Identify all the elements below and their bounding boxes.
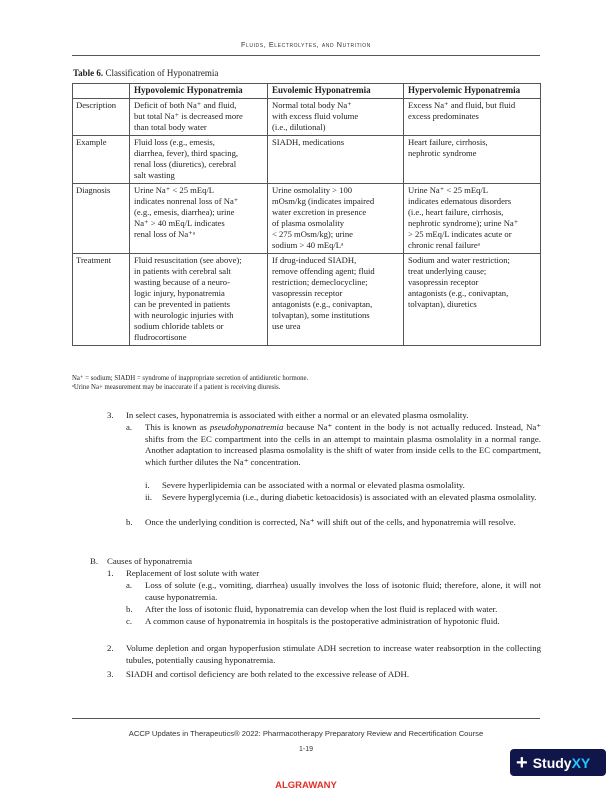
page-number: 1-19: [298, 746, 313, 753]
cell-line: sodium > 40 mEq/Lᵃ: [272, 240, 344, 250]
running-header: Fluids, Electrolytes, and Nutrition: [240, 40, 371, 49]
table-caption: Classification of Hyponatremia: [103, 68, 219, 78]
cell-line: nephrotic syndrome); urine Na⁺: [408, 218, 519, 228]
cell-line: remove offending agent; fluid: [272, 266, 375, 276]
watermark: ALGRAWANY: [275, 780, 337, 791]
cell-line: water excretion in presence: [272, 207, 367, 217]
cell-line: tolvaptan), diuretics: [408, 299, 477, 309]
column-header: Hypovolemic Hyponatremia: [130, 84, 268, 99]
outline-item-3a: [145, 422, 541, 468]
cell-line: but total Na⁺ is decreased more: [134, 111, 243, 121]
cell-line: than total body water: [134, 122, 207, 132]
cell-line: diarrhea, fever), third spacing,: [134, 148, 239, 158]
table-cell: [130, 184, 268, 254]
cell-line: Deficit of both Na⁺ and fluid,: [134, 100, 237, 110]
cell-line: (e.g., emesis, diarrhea); urine: [134, 207, 235, 217]
cell-line: renal loss (diuretics), cerebral: [134, 159, 237, 169]
outline-b-3: SIADH and cortisol deficiency are both related to the excessive release of ADH.: [126, 669, 410, 679]
table-label: Table 6.: [73, 68, 104, 78]
list-number: 2.: [107, 643, 114, 653]
text-run: because Na⁺ content in the body is not actually reduced. Instead, Na⁺ shifts from the EC compartment into the cells in an attempt to maintain plasma osmolality in a normal range. Another adaptation to increased plasma osmolality is the shift of water from inside cells to the EC compartment, which further dilutes the Na⁺ concentration.: [145, 422, 541, 467]
brand-accent: XY: [571, 754, 591, 771]
brand-logo: [533, 755, 591, 771]
footnote: ᵃUrine Na+ measurement may be inaccurate if a patient is receiving diuresis.: [72, 383, 281, 391]
cell-line: sodium chloride tablets or: [134, 321, 224, 331]
row-label: Treatment: [73, 254, 130, 346]
table-cell: [268, 99, 404, 136]
cell-line: fludrocortisone: [134, 332, 187, 342]
table-cell: [130, 254, 268, 346]
list-roman: i.: [145, 480, 150, 490]
list-roman: ii.: [145, 492, 153, 502]
cell-line: Fluid resuscitation (see above);: [134, 255, 242, 265]
table-title: [73, 68, 218, 78]
section-letter: B.: [90, 556, 99, 566]
header-rule: [72, 55, 540, 56]
plus-icon: +: [516, 751, 528, 774]
cell-line: use urea: [272, 321, 301, 331]
column-header: [73, 84, 130, 99]
cell-line: If drug-induced SIADH,: [272, 255, 357, 265]
hyponatremia-table: [72, 83, 541, 346]
cell-line: mOsm/kg (indicates impaired: [272, 196, 375, 206]
table-cell: [130, 99, 268, 136]
cell-line: tolvaptan), some institutions: [272, 310, 370, 320]
cell-line: logic injury, hyponatremia: [134, 288, 225, 298]
list-letter: c.: [126, 616, 133, 626]
cell-line: with neurologic injuries with: [134, 310, 234, 320]
row-label: Description: [73, 99, 130, 136]
list-number: 3.: [107, 410, 114, 420]
cell-line: indicates edematous disorders: [408, 196, 512, 206]
cell-line: salt wasting: [134, 170, 175, 180]
cell-line: Normal total body Na⁺: [272, 100, 352, 110]
table-cell: [404, 99, 541, 136]
cell-line: restriction; demeclocycline;: [272, 277, 368, 287]
list-letter: a.: [126, 580, 133, 590]
outline-b-1b: After the loss of isotonic fluid, hyponatremia can develop when the lost fluid is replaced with water.: [145, 604, 498, 614]
cell-line: antagonists (e.g., conivaptan,: [408, 288, 509, 298]
outline-item-3b: Once the underlying condition is corrected, Na⁺ will shift out of the cells, and hyponatremia will resolve.: [145, 517, 516, 527]
table-cell: [268, 184, 404, 254]
outline-b-1c: A common cause of hyponatremia in hospitals is the postoperative administration of hypotonic fluid.: [145, 616, 500, 626]
outline-item-3a-ii: Severe hyperglycemia (i.e., during diabetic ketoacidosis) is associated with an elevated plasma osmolality.: [162, 492, 537, 502]
cell-line: Urine Na⁺ < 25 mEq/L: [408, 185, 489, 195]
cell-line: with excess fluid volume: [272, 111, 359, 121]
cell-line: Heart failure, cirrhosis,: [408, 137, 488, 147]
footer-course-title: ACCP Updates in Therapeutics® 2022: Pharmacotherapy Preparatory Review and Recertification Course: [128, 729, 484, 738]
cell-line: (i.e., dilutional): [272, 122, 326, 132]
cell-line: < 275 mOsm/kg); urine: [272, 229, 353, 239]
cell-line: nephrotic syndrome: [408, 148, 477, 158]
cell-line: > 25 mEq/L indicates acute or: [408, 229, 512, 239]
column-header: Hypervolemic Hyponatremia: [404, 84, 541, 99]
column-header: Euvolemic Hyponatremia: [268, 84, 404, 99]
row-label: Example: [73, 136, 130, 184]
outline-b-1: Replacement of lost solute with water: [126, 568, 260, 578]
cell-line: Na⁺ > 40 mEq/L indicates: [134, 218, 225, 228]
cell-line: excess predominates: [408, 111, 479, 121]
cell-line: Excess Na⁺ and fluid, but fluid: [408, 100, 516, 110]
cell-line: renal loss of Na⁺ᵃ: [134, 229, 196, 239]
outline-item-3a-i: Severe hyperlipidemia can be associated with a normal or elevated plasma osmolality.: [162, 480, 465, 490]
table-cell: [404, 254, 541, 346]
text-run: This is known as: [145, 422, 210, 432]
studyxy-badge[interactable]: [510, 749, 606, 776]
table-cell: [130, 136, 268, 184]
table-header-row: [73, 84, 541, 99]
table-row: [73, 254, 541, 346]
cell-line: indicates nonrenal loss of Na⁺: [134, 196, 239, 206]
table-cell: [404, 136, 541, 184]
italic-term: pseudohyponatremia: [209, 422, 284, 432]
list-letter: b.: [126, 517, 133, 527]
section-b-title: Causes of hyponatremia: [107, 556, 193, 566]
list-letter: b.: [126, 604, 133, 614]
list-number: 3.: [107, 669, 114, 679]
cell-line: antagonists (e.g., conivaptan,: [272, 299, 373, 309]
footnote: Na⁺ = sodium; SIADH = syndrome of inappropriate secretion of antidiuretic hormone.: [72, 375, 309, 382]
table-row: [73, 184, 541, 254]
cell-line: chronic renal failureᵃ: [408, 240, 481, 250]
cell-line: vasopressin receptor: [272, 288, 343, 298]
list-letter: a.: [126, 422, 133, 432]
cell-line: Urine Na⁺ < 25 mEq/L: [134, 185, 215, 195]
cell-line: in patients with cerebral salt: [134, 266, 231, 276]
cell-line: vasopressin receptor: [408, 277, 479, 287]
cell-line: treat underlying cause;: [408, 266, 487, 276]
list-number: 1.: [107, 568, 114, 578]
table-row: [73, 136, 541, 184]
cell-line: SIADH, medications: [272, 137, 345, 147]
cell-line: Urine osmolality > 100: [272, 185, 353, 195]
table-cell: [268, 136, 404, 184]
table-footnotes: [72, 375, 308, 392]
cell-line: (i.e., heart failure, cirrhosis,: [408, 207, 504, 217]
cell-line: wasting because of a neuro-: [134, 277, 230, 287]
table-cell: [268, 254, 404, 346]
cell-line: of plasma osmolality: [272, 218, 345, 228]
cell-line: can be prevented in patients: [134, 299, 230, 309]
outline-b-2: Volume depletion and organ hypoperfusion stimulate ADH secretion to increase water reabsorption in the collecting tubules, potentially causing hyponatremia.: [126, 643, 541, 665]
cell-line: Fluid loss (e.g., emesis,: [134, 137, 215, 147]
footer-rule: [72, 718, 540, 719]
row-label: Diagnosis: [73, 184, 130, 254]
outline-item-3: In select cases, hyponatremia is associated with either a normal or an elevated plasma osmolality.: [126, 410, 469, 420]
cell-line: Sodium and water restriction;: [408, 255, 510, 265]
brand-main: Study: [532, 754, 572, 771]
table-row: [73, 99, 541, 136]
outline-b-1a: Loss of solute (e.g., vomiting, diarrhea) usually involves the loss of isotonic fluid; therefore, alone, it will not cause hyponatremia.: [145, 580, 541, 602]
table-cell: [404, 184, 541, 254]
